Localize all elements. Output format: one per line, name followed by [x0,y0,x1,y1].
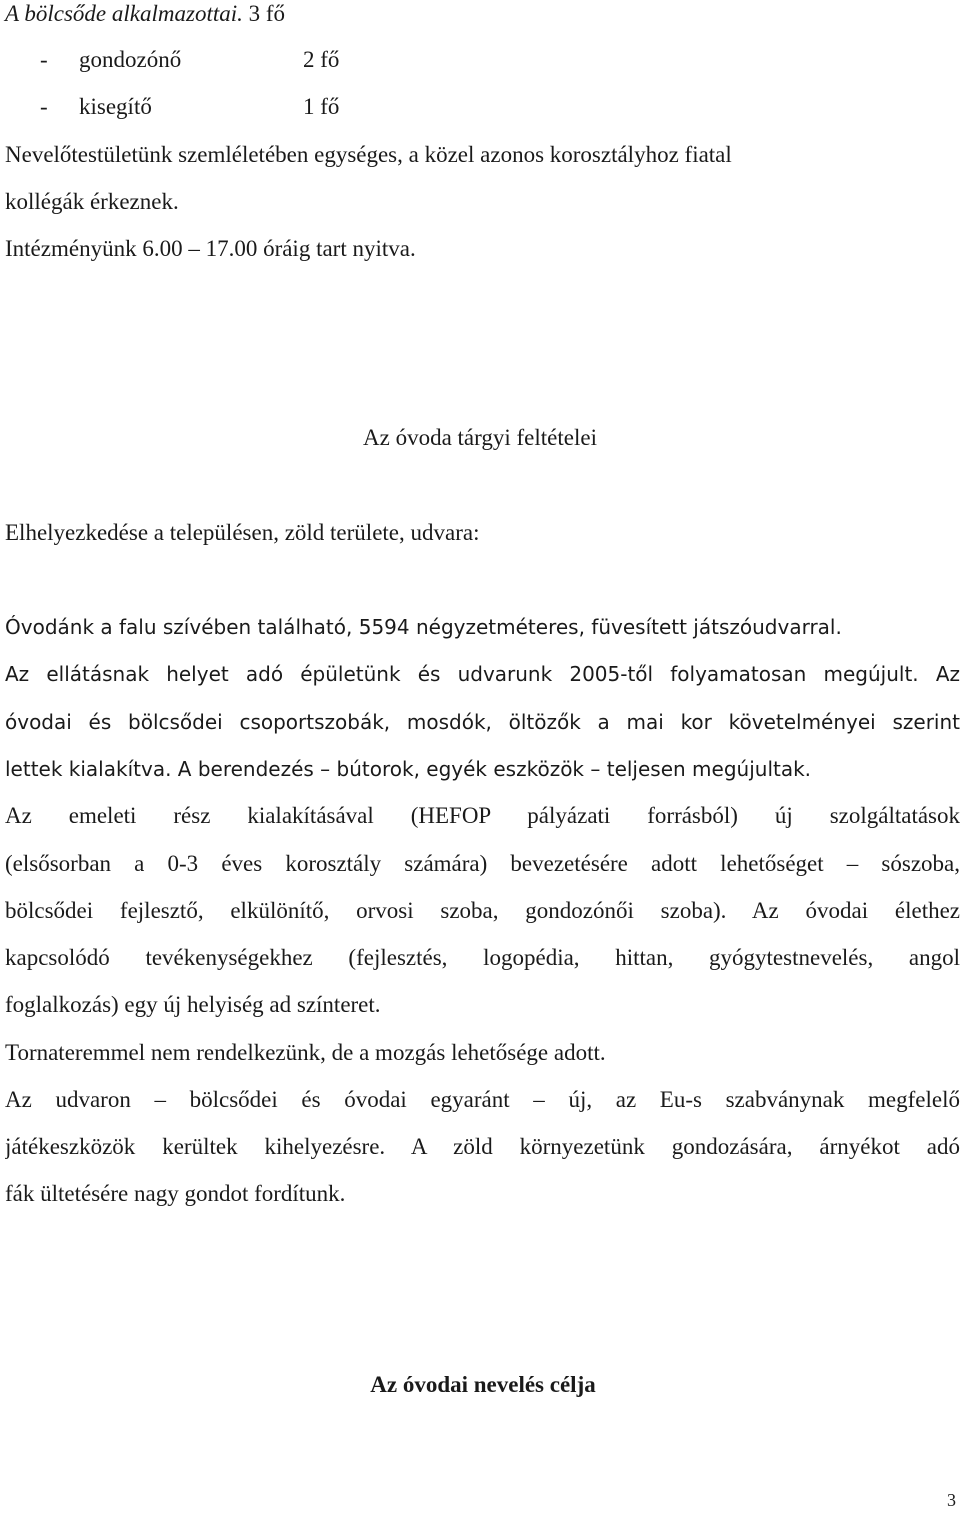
staff-item-count: 1 fő [303,94,340,119]
body-line: Az ellátásnak helyet adó épületünk és udvarunk 2005-től folyamatosan megújult. Az [5,662,960,686]
staff-item-dash: - [40,47,48,72]
body-line: fák ültetésére nagy gondot fordítunk. [5,1181,346,1206]
body-line: játékeszközök kerültek kihelyezésre. A zöld környezetünk gondozására, árnyékot adó [5,1134,960,1159]
body-line: Tornateremmel nem rendelkezünk, de a mozgás lehetősége adott. [5,1040,606,1065]
page-number: 3 [947,1490,956,1510]
section-subtitle: Elhelyezkedése a településen, zöld területe, udvara: [5,520,480,545]
body-line: foglalkozás) egy új helyiség ad színteret. [5,992,381,1017]
intro-line: Nevelőtestületünk szemléletében egységes, a közel azonos korosztályhoz fiatal [5,142,732,167]
staff-item-role: kisegítő [79,94,152,119]
staff-item-role: gondozónő [79,47,182,72]
staff-heading [5,0,285,28]
section-title: Az óvodai nevelés célja [370,1372,596,1397]
body-line: kapcsolódó tevékenységekhez (fejlesztés, logopédia, hittan, gyógytestnevelés, angol [5,945,960,970]
body-line: Az udvaron – bölcsődei és óvodai egyaránt – új, az Eu-s szabványnak megfelelő [5,1087,960,1112]
intro-line: Intézményünk 6.00 – 17.00 óráig tart nyitva. [5,236,416,261]
staff-item-dash: - [40,94,48,119]
body-line: bölcsődei fejlesztő, elkülönítő, orvosi szoba, gondozónői szoba). Az óvodai élethez [5,898,960,923]
body-line: Óvodánk a falu szívében található, 5594 négyzetméteres, füvesített játszóudvarral. [5,615,842,639]
body-line: lettek kialakítva. A berendezés – bútorok, egyék eszközök – teljesen megújultak. [5,757,812,781]
intro-line: kollégák érkeznek. [5,189,179,214]
staff-heading-total: 3 fő [248,1,286,26]
body-line: óvodai és bölcsődei csoportszobák, mosdók, öltözők a mai kor követelményei szerint [5,710,960,734]
staff-heading-title: A bölcsőde alkalmazottai. [5,1,243,26]
body-line: (elsősorban a 0-3 éves korosztály számára) bevezetésére adott lehetőséget – sószoba, [5,851,960,876]
staff-item-count: 2 fő [303,47,340,72]
body-line: Az emeleti rész kialakításával (HEFOP pályázati forrásból) új szolgáltatások [5,803,960,828]
section-title: Az óvoda tárgyi feltételei [363,425,597,450]
